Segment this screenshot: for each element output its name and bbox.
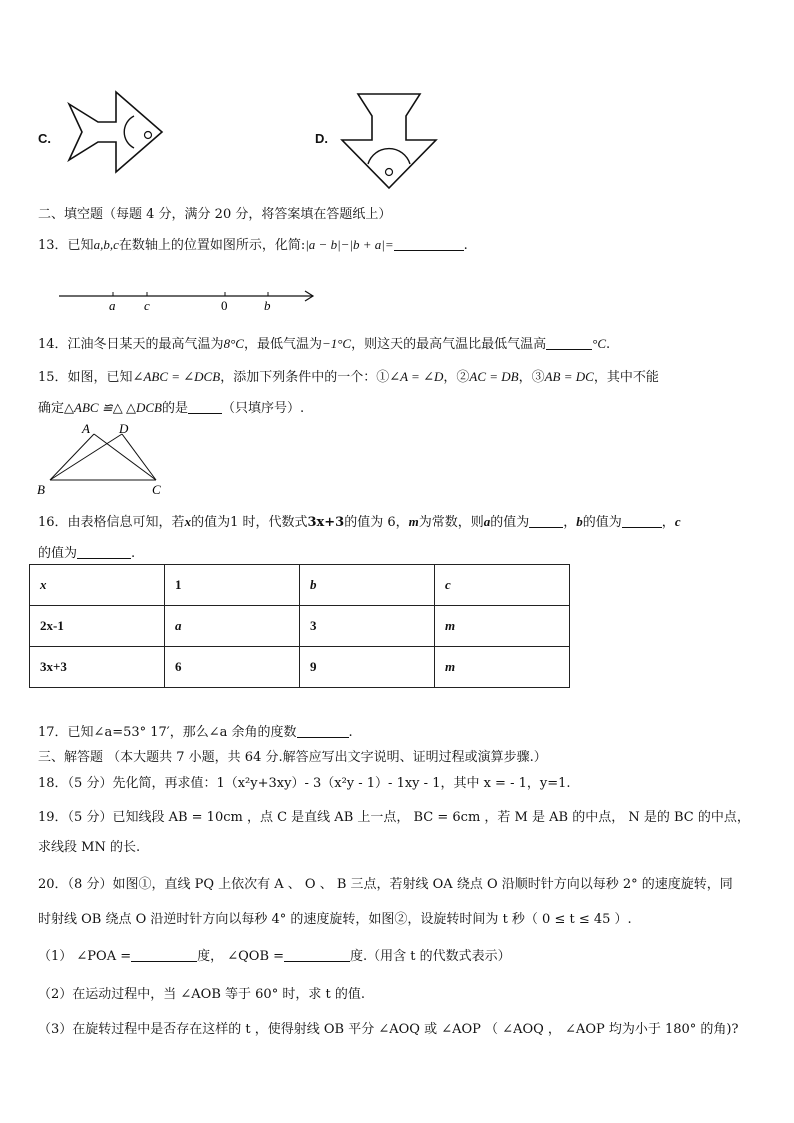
numberline-label-a: a xyxy=(109,298,116,313)
table-cell: c xyxy=(435,565,570,606)
q20-line1: （8 分）如图①，直线 PQ 上依次有 A 、 O 、 B 三点，若射线 OA 绕点 O 沿顺时针方向以每秒 2° 的速度旋转，同 xyxy=(67,877,733,892)
question-20-sub1 xyxy=(38,945,511,964)
question-20-line1 xyxy=(38,873,733,892)
q15-label-c: C xyxy=(152,482,161,497)
section3-heading: 三、解答题 （本大题共 7 小题，共 64 分.解答应写出文字说明、证明过程或演算步骤.） xyxy=(38,750,547,765)
q17-number: 17． xyxy=(38,725,68,740)
table-cell: b xyxy=(300,565,435,606)
q20-sub1-c: 度.（用含 t 的代数式表示） xyxy=(350,949,511,964)
q14-answer-blank[interactable] xyxy=(546,337,592,350)
q17-end: . xyxy=(348,725,353,740)
q14-text2: ，最低气温为 xyxy=(243,337,322,352)
q15-given: ∠ABC = ∠DCB xyxy=(132,369,221,384)
q16-var-b: b xyxy=(576,514,583,529)
table-cell: 2x-1 xyxy=(30,606,165,647)
q15-label-a: A xyxy=(82,421,90,436)
q15-answer-blank[interactable] xyxy=(188,401,222,414)
q15-sep2: ，② xyxy=(443,370,470,385)
q14-high: 8°C xyxy=(223,336,244,351)
option-c-label: C. xyxy=(38,131,51,146)
q18-number: 18． xyxy=(38,776,68,791)
q15-line2-a: 确定 xyxy=(38,401,65,416)
q16-answer-blank-a[interactable] xyxy=(529,515,563,528)
table-cell: a xyxy=(165,606,300,647)
q14-unit: °C xyxy=(592,336,606,351)
q20-sub1-b: 度， ∠QOB = xyxy=(197,949,285,964)
q14-end: . xyxy=(606,337,611,352)
question-19-line2: 求线段 MN 的长. xyxy=(38,840,141,855)
q15-text-a: 如图，已知 xyxy=(67,370,133,385)
question-20-sub2: （2）在运动过程中，当 ∠AOB 等于 60° 时，求 t 的值. xyxy=(38,987,365,1002)
q17-answer-blank[interactable] xyxy=(297,725,349,738)
table-cell: m xyxy=(435,647,570,688)
q16-text-f: 的值为 xyxy=(582,515,622,530)
numberline-label-b: b xyxy=(264,298,271,313)
q16-text-e: 的值为 xyxy=(490,515,530,530)
q16-answer-blank-c[interactable] xyxy=(77,546,131,559)
table-cell: 1 xyxy=(165,565,300,606)
q14-text1: 江油冬日某天的最高气温为 xyxy=(67,337,224,352)
q15-congruence: △ABC ≌△ △DCB xyxy=(64,400,162,415)
q16-answer-blank-b[interactable] xyxy=(622,515,662,528)
q20-answer-blank-1[interactable] xyxy=(131,949,197,962)
q15-text-b: ，添加下列条件中的一个：① xyxy=(220,370,390,385)
q16-table xyxy=(29,564,570,688)
table-cell: 3x+3 xyxy=(30,647,165,688)
q16-text-b: 的值为1 时，代数式 xyxy=(191,515,308,530)
q14-text3: ，则这天的最高气温比最低气温高 xyxy=(351,337,547,352)
q15-condition-1: ∠A = ∠D xyxy=(389,369,444,384)
q16-var-c: c xyxy=(674,514,681,529)
q18-text: （5 分）先化简，再求值：1（x²y+3xy）- 3（x²y - 1）- 1xy - 1，其中 x = - 1，y=1. xyxy=(67,776,571,791)
q15-sep3: ，③ xyxy=(518,370,545,385)
q13-expression: |a − b|−|b + a|= xyxy=(305,237,394,252)
q14-low: −1°C xyxy=(321,336,352,351)
q15-line1-end: ，其中不能 xyxy=(593,370,659,385)
question-15-line2 xyxy=(38,397,304,416)
q13-end: . xyxy=(463,238,468,253)
question-14 xyxy=(38,333,610,352)
q13-vars: a,b,c xyxy=(93,237,119,252)
table-row xyxy=(30,647,570,688)
q16-number: 16． xyxy=(38,515,68,530)
q16-text-a: 由表格信息可知，若 xyxy=(67,515,185,530)
q13-answer-blank[interactable] xyxy=(394,238,464,251)
numberline-label-c: c xyxy=(144,298,150,313)
question-15-line1 xyxy=(38,366,659,385)
question-13 xyxy=(38,234,468,253)
q16-var-x: x xyxy=(184,514,192,529)
table-cell: x xyxy=(30,565,165,606)
q15-triangle-figure xyxy=(34,420,174,500)
question-18 xyxy=(38,772,571,791)
q16-text-d: 为常数，则 xyxy=(418,515,484,530)
q16-var-a: a xyxy=(483,514,491,529)
q15-line2-end: （只填序号）. xyxy=(221,401,305,416)
q13-number: 13． xyxy=(38,238,68,253)
section2-heading: 二、填空题（每题 4 分，满分 20 分，将答案填在答题纸上） xyxy=(38,207,392,222)
q16-var-m: m xyxy=(408,514,419,529)
q13-text-before: 已知 xyxy=(67,238,94,253)
option-d-figure xyxy=(338,90,442,192)
q17-text: 已知∠a=53° 17′，那么∠a 余角的度数 xyxy=(67,725,297,740)
table-cell: m xyxy=(435,606,570,647)
option-d-label: D. xyxy=(315,131,328,146)
q15-label-b: B xyxy=(37,482,45,497)
q15-condition-3: AB = DC xyxy=(544,369,594,384)
q16-line2: 的值为 xyxy=(38,546,78,561)
q20-sub1-a: （1） ∠POA = xyxy=(38,949,132,964)
q19-number: 19． xyxy=(38,810,68,825)
q14-number: 14． xyxy=(38,337,68,352)
q15-number: 15． xyxy=(38,370,68,385)
table-row xyxy=(30,606,570,647)
numberline-label-0: 0 xyxy=(221,298,228,313)
q15-line2-b: 的是 xyxy=(161,401,188,416)
q20-number: 20． xyxy=(38,877,68,892)
table-cell: 6 xyxy=(165,647,300,688)
question-16-line2 xyxy=(38,542,135,561)
table-cell: 9 xyxy=(300,647,435,688)
question-19-line1 xyxy=(38,806,750,825)
question-17 xyxy=(38,721,353,740)
table-row xyxy=(30,565,570,606)
q16-sep-2: ， xyxy=(661,515,675,530)
q16-end: . xyxy=(131,546,136,561)
q15-label-d: D xyxy=(119,421,129,436)
q13-text-mid: 在数轴上的位置如图所示，化简: xyxy=(118,238,306,253)
q15-condition-2: AC = DB xyxy=(469,369,519,384)
q16-expression: 3x+3 xyxy=(307,515,345,530)
q19-line1: （5 分）已知线段 AB = 10cm ，点 C 是直线 AB 上一点， BC = 6cm ，若 M 是 AB 的中点， N 是的 BC 的中点， xyxy=(67,810,750,825)
table-cell: 3 xyxy=(300,606,435,647)
q20-answer-blank-2[interactable] xyxy=(284,949,350,962)
question-16-line1 xyxy=(38,511,681,530)
option-c-figure xyxy=(64,90,168,174)
q16-sep-1: ， xyxy=(563,515,577,530)
question-20-sub3: （3）在旋转过程中是否存在这样的 t ，使得射线 OB 平分 ∠AOQ 或 ∠AOP （ ∠AOQ ， ∠AOP 均为小于 180° 的角)? xyxy=(38,1022,739,1037)
question-20-line2: 时射线 OB 绕点 O 沿逆时针方向以每秒 4° 的速度旋转，如图②，设旋转时间为 t 秒（ 0 ≤ t ≤ 45 ）. xyxy=(38,912,632,927)
number-line xyxy=(55,286,325,316)
q16-text-c: 的值为 6， xyxy=(344,515,409,530)
